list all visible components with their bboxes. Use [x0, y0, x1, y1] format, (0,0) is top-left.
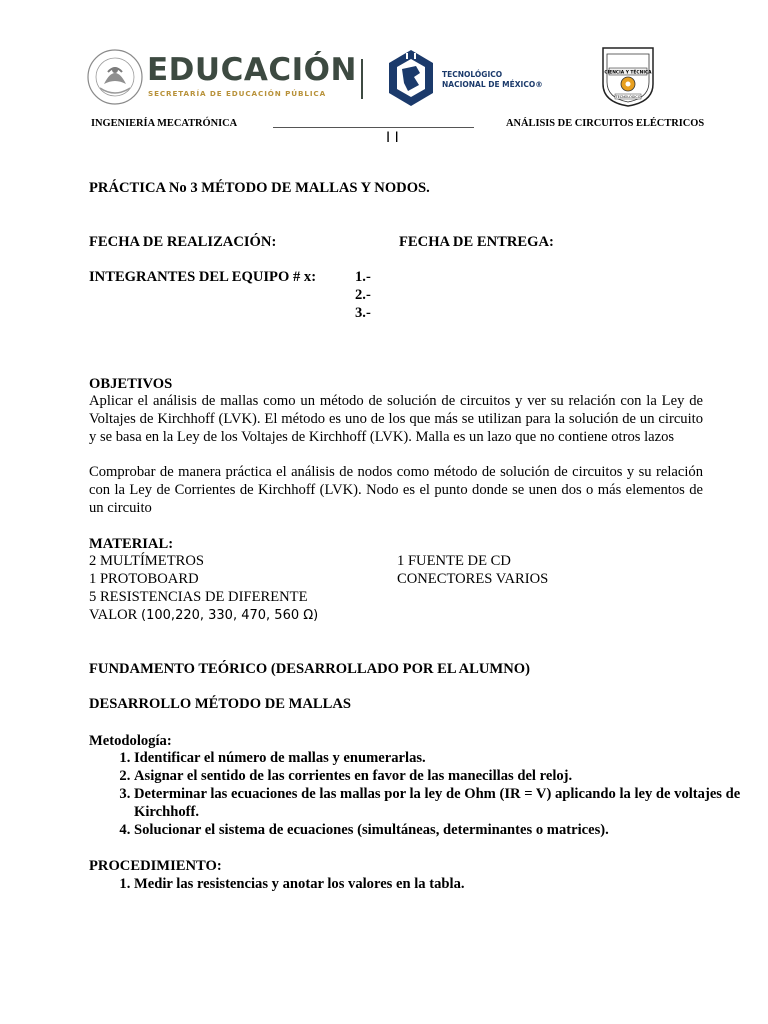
material-item-conectores: CONECTORES VARIOS: [397, 571, 549, 587]
registered-mark: ®: [535, 80, 543, 89]
header-underline: [273, 127, 474, 128]
objetivos-heading: OBJETIVOS: [89, 376, 173, 392]
member-2: 2.-: [355, 287, 371, 303]
fecha-realizacion-label: FECHA DE REALIZACIÓN:: [89, 234, 277, 250]
practice-title: PRÁCTICA No 3 MÉTODO DE MALLAS Y NODOS.: [89, 180, 430, 196]
tecnm-line2: [442, 80, 543, 89]
program-name: INGENIERÍA MECATRÓNICA: [91, 118, 238, 129]
procedimiento-list: [89, 875, 754, 893]
tecnm-line2-text: NACIONAL DE MÉXICO: [442, 80, 536, 89]
institute-crest-logo: [599, 44, 657, 108]
fundamento-heading: FUNDAMENTO TEÓRICO (DESARROLLADO POR EL ALUMNO): [89, 661, 530, 677]
educacion-title: EDUCACIÓN: [147, 52, 357, 88]
material-item-1: 2 MULTÍMETROS: [89, 553, 205, 569]
crest-bottom-text: TECNOLÓGICO: [615, 95, 641, 99]
member-1: 1.-: [355, 269, 371, 285]
valor-label: VALOR: [89, 607, 142, 623]
sep-seal-logo: [86, 48, 144, 106]
procedimiento-heading: PROCEDIMIENTO:: [89, 858, 222, 874]
metodologia-list: [89, 749, 754, 839]
objetivos-paragraph-2: Comprobar de manera práctica el análisis de nodos como método de solución de circuitos y su relación con la Ley de Corrientes de Kirchhoff (LVK). Nodo es el punto donde se unen dos o más elementos de un circuito: [89, 464, 703, 516]
objetivos-paragraph-1: Aplicar el análisis de mallas como un método de solución de circuitos y ver su relación con la Ley de Voltajes de Kirchhoff (LVK). El método es uno de los que más se utilizan para la solución de un circuito y se basa en la Ley de los Voltajes de Kirchhoff (LVK). Malla es un lazo que no contiene otros lazos: [89, 393, 703, 445]
member-3: 3.-: [355, 305, 371, 321]
material-item-valor: [89, 606, 318, 625]
desarrollo-heading: DESARROLLO MÉTODO DE MALLAS: [89, 696, 352, 712]
header-divider: [361, 59, 363, 99]
metodologia-step-3: 3. Determinar las ecuaciones de las mallas por la ley de Ohm (IR = V) aplicando la ley de voltajes de Kirchhoff.: [134, 785, 754, 821]
crest-banner-text: CIENCIA Y TÉCNICA: [604, 70, 652, 76]
procedimiento-step-1: 1. Medir las resistencias y anotar los valores en la tabla.: [134, 875, 754, 893]
material-item-fuente: 1 FUENTE DE CD: [397, 553, 511, 569]
header-marker: I I: [386, 130, 399, 146]
material-item-2: 1 PROTOBOARD: [89, 571, 199, 587]
metodologia-step-1: 1. Identificar el número de mallas y enumerarlas.: [134, 749, 754, 767]
metodologia-step-2: 2. Asignar el sentido de las corrientes en favor de las manecillas del reloj.: [134, 767, 754, 785]
tecnm-logo: [386, 49, 436, 107]
metodologia-step-4: 4. Solucionar el sistema de ecuaciones (simultáneas, determinantes o matrices).: [134, 821, 754, 839]
material-item-3: 5 RESISTENCIAS DE DIFERENTE: [89, 589, 308, 605]
course-name: ANÁLISIS DE CIRCUITOS ELÉCTRICOS: [506, 118, 705, 129]
valor-values: (100,220, 330, 470, 560 Ω): [141, 608, 319, 623]
educacion-subtitle: SECRETARÍA DE EDUCACIÓN PÚBLICA: [148, 89, 327, 98]
metodologia-heading: Metodología:: [89, 733, 172, 749]
tecnm-line1: TECNOLÓGICO: [442, 70, 503, 79]
integrantes-label: INTEGRANTES DEL EQUIPO # x:: [89, 269, 317, 285]
material-heading: MATERIAL:: [89, 536, 174, 552]
fecha-entrega-label: FECHA DE ENTREGA:: [399, 234, 554, 250]
